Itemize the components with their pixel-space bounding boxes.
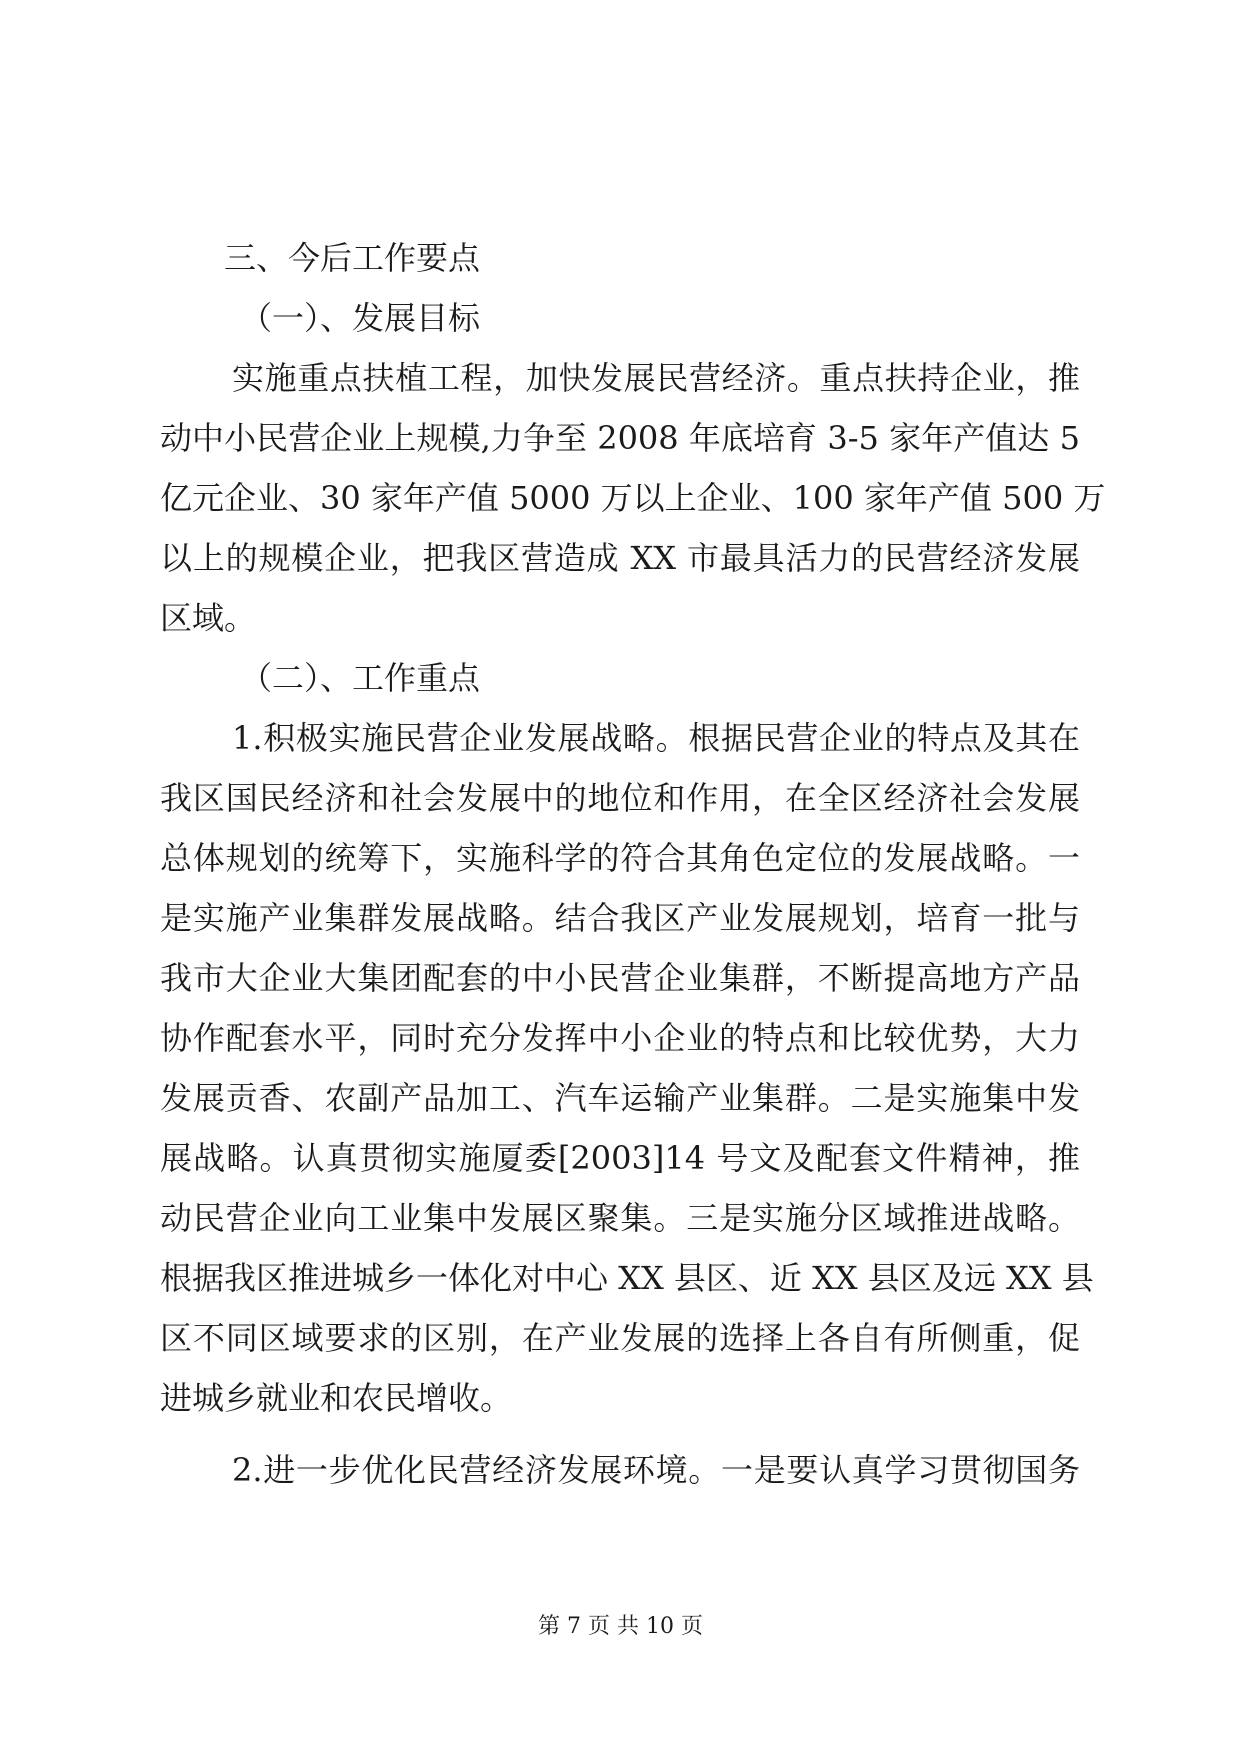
paragraph-line: 动中小民营企业上规模,力争至 2008 年底培育 3-5 家年产值达 5 <box>160 419 1080 457</box>
paragraph-line: 发展贡香、农副产品加工、汽车运输产业集群。二是实施集中发 <box>160 1079 1080 1117</box>
subsection-heading: （二）、工作重点 <box>240 659 481 697</box>
paragraph-line: 总体规划的统筹下，实施科学的符合其角色定位的发展战略。一 <box>160 839 1080 877</box>
paragraph-line: 我区国民经济和社会发展中的地位和作用，在全区经济社会发展 <box>160 779 1080 817</box>
paragraph <box>160 1440 1080 1500</box>
page-footer: 第 7 页 共 10 页 <box>538 1614 703 1639</box>
paragraph-line: 动民营企业向工业集中发展区聚集。三是实施分区域推进战略。 <box>160 1199 1080 1237</box>
paragraph-line: 根据我区推进城乡一体化对中心 XX 县区、近 XX 县区及远 XX 县 <box>160 1259 1094 1297</box>
paragraph-line: 亿元企业、30 家年产值 5000 万以上企业、100 家年产值 500 万 <box>160 479 1106 517</box>
paragraph-line: 区域。 <box>160 599 257 637</box>
paragraph-line: 是实施产业集群发展战略。结合我区产业发展规划，培育一批与 <box>160 899 1080 937</box>
paragraph-line: 协作配套水平，同时充分发挥中小企业的特点和比较优势，大力 <box>160 1019 1080 1057</box>
paragraph <box>160 348 1106 648</box>
section-heading: 三、今后工作要点 <box>224 239 481 277</box>
paragraph-line: 展战略。认真贯彻实施厦委[2003]14 号文及配套文件精神，推 <box>160 1139 1080 1177</box>
subsection-heading: （一）、发展目标 <box>240 299 481 337</box>
paragraph-line: 进城乡就业和农民增收。 <box>160 1379 513 1417</box>
paragraph-line: 1.积极实施民营企业发展战略。根据民营企业的特点及其在 <box>232 719 1080 757</box>
paragraph <box>160 708 1094 1428</box>
paragraph-line: 以上的规模企业，把我区营造成 XX 市最具活力的民营经济发展 <box>160 539 1080 577</box>
paragraph-line: 我市大企业大集团配套的中小民营企业集群，不断提高地方产品 <box>160 959 1080 997</box>
paragraph-line: 区不同区域要求的区别，在产业发展的选择上各自有所侧重，促 <box>160 1319 1080 1357</box>
document-body <box>160 228 1106 1500</box>
paragraph-line: 实施重点扶植工程，加快发展民营经济。重点扶持企业，推 <box>232 359 1080 397</box>
paragraph-line: 2.进一步优化民营经济发展环境。一是要认真学习贯彻国务 <box>232 1451 1080 1489</box>
